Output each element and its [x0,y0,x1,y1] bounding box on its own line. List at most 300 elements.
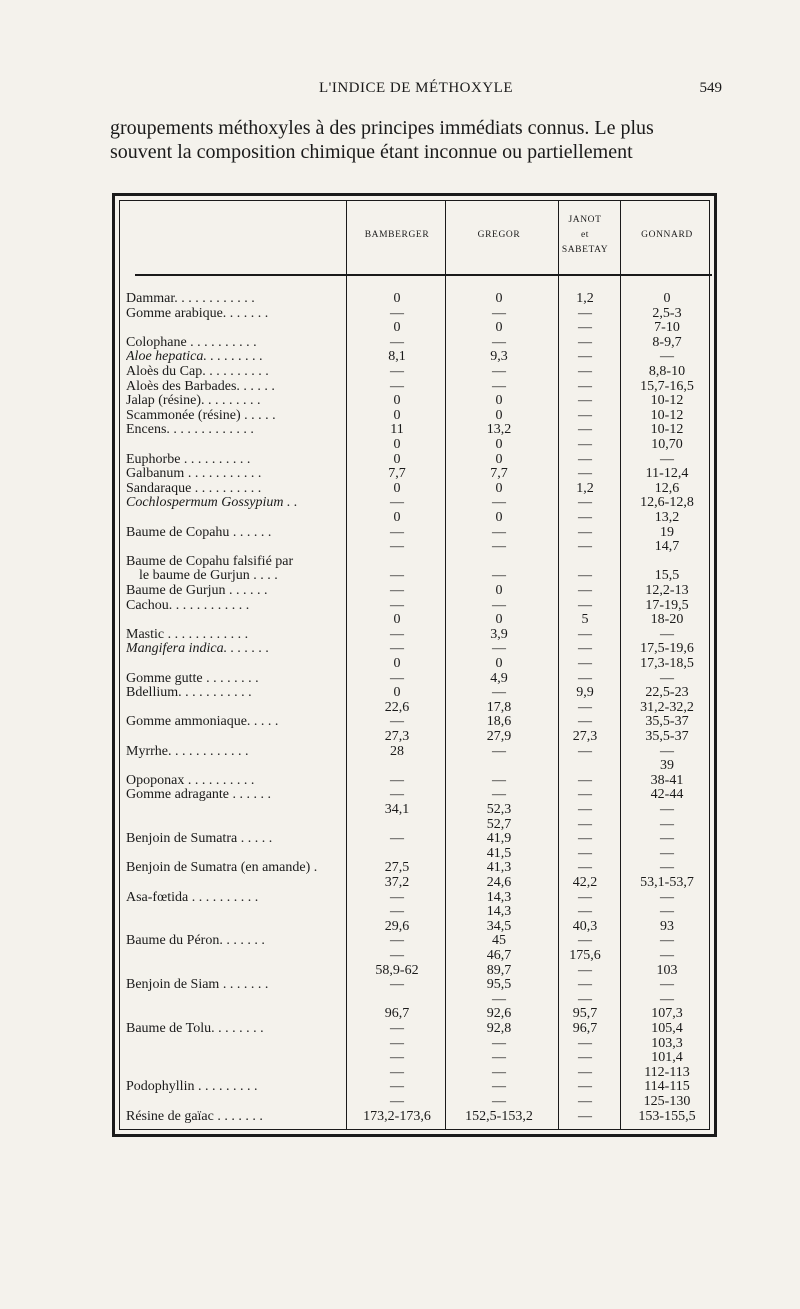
cell-gonnard: — [660,743,674,759]
cell-gregor: 27,9 [486,729,512,744]
row-label: Mangifera indica. . . . . . . [126,642,270,656]
cell-gregor: 0 [495,437,503,452]
table-row [115,336,714,349]
table-row [115,1095,714,1108]
table-row [115,905,714,918]
cell-janot-sabetay: 42,2 [572,875,598,890]
cell-gregor: — [492,597,506,613]
cell-gregor: — [492,1050,506,1066]
row-label: Benjoin de Sumatra . . . . . [126,832,273,846]
cell-gonnard: 42-44 [650,787,684,803]
cell-gregor: 0 [495,393,503,409]
cell-janot-sabetay: 27,3 [572,729,598,744]
cell-gonnard: 7-10 [654,320,680,336]
table-row [115,380,714,393]
cell-janot-sabetay: — [578,699,592,715]
table-row [115,511,714,524]
cell-janot-sabetay: 95,7 [572,1006,598,1022]
cell-gonnard: 114-115 [644,1079,690,1095]
table-row [115,1080,714,1093]
cell-gregor: 41,3 [486,860,512,876]
cell-gregor: 46,7 [486,948,512,963]
row-label: Bdellium. . . . . . . . . . . [126,686,252,700]
cell-gregor: 152,5-153,2 [465,1108,533,1124]
column-header-line: SABETAY [561,245,609,255]
cell-gonnard: 112-113 [644,1064,690,1080]
cell-janot-sabetay: — [578,1094,592,1109]
row-label: Scammonée (résine) . . . . . [126,408,276,422]
cell-gregor: — [492,1035,506,1051]
cell-gregor: 52,7 [486,816,512,832]
cell-janot-sabetay: — [578,466,592,482]
cell-gregor: — [492,568,506,584]
page-number: 549 [699,80,722,96]
cell-janot-sabetay: — [578,539,592,555]
cell-gonnard: — [660,933,674,949]
cell-bamberger: 58,9-62 [375,962,419,978]
cell-gregor: 0 [495,583,503,598]
cell-janot-sabetay: 40,3 [572,918,598,934]
row-label: Mastic . . . . . . . . . . . . [126,627,249,641]
column-header-line: GONNARD [641,230,693,240]
row-label: Cochlospermum Gossypium . . [126,496,298,510]
cell-bamberger: — [390,670,404,686]
table-row [115,920,714,933]
table-row [115,365,714,378]
row-label: Gomme gutte . . . . . . . . [126,671,259,685]
cell-bamberger: 0 [393,612,401,628]
cell-janot-sabetay: — [578,364,592,379]
page-header [110,80,722,102]
column-header-line: JANOT [568,215,602,225]
cell-gonnard: — [660,816,674,832]
cell-gregor: — [492,1094,506,1109]
cell-janot-sabetay: — [578,349,592,365]
cell-bamberger: — [390,305,404,321]
table-row [115,818,714,831]
cell-janot-sabetay: — [578,568,592,584]
table-row [115,292,714,305]
cell-gonnard: 14,7 [654,539,680,555]
cell-gonnard: 17,5-19,6 [640,641,694,657]
cell-janot-sabetay: — [578,845,592,861]
cell-bamberger: — [390,597,404,613]
column-separator [445,200,446,1130]
table-row [115,599,714,612]
cell-gregor: — [492,991,506,1007]
cell-gregor: — [492,685,506,701]
table-row [115,453,714,466]
table-row [115,730,714,743]
intro-paragraph [110,116,722,164]
cell-janot-sabetay: — [578,991,592,1007]
cell-bamberger: — [390,495,404,511]
cell-gregor: 18,6 [486,714,512,730]
table-row [115,628,714,641]
cell-gonnard: 10,70 [651,437,683,452]
row-label: Aloès du Cap. . . . . . . . . . [126,365,269,378]
cell-gonnard: 17,3-18,5 [640,656,694,671]
intro-line-1: groupements méthoxyles à des principes immédiats connus. Le plus [110,117,654,139]
table-row [115,788,714,801]
cell-gregor: — [492,378,506,394]
cell-janot-sabetay: — [578,772,592,788]
row-label: Gomme adragante . . . . . . [126,788,272,802]
cell-gonnard: 103 [656,962,678,978]
table-row [115,1110,714,1123]
cell-gregor: 3,9 [490,626,508,642]
cell-bamberger: 27,5 [384,860,410,876]
cell-gregor: — [492,524,506,540]
table-row [115,759,714,772]
cell-janot-sabetay: — [578,451,592,467]
row-label: Dammar. . . . . . . . . . . . [126,292,255,305]
cell-gonnard: 13,2 [654,510,680,525]
cell-gonnard: 12,6 [654,480,680,496]
cell-bamberger: — [390,524,404,540]
cell-gregor: 34,5 [486,918,512,934]
row-label: Sandaraque . . . . . . . . . . [126,481,262,495]
cell-gonnard: 35,5-37 [645,729,689,744]
cell-janot-sabetay: — [578,407,592,423]
cell-gonnard: 8,8-10 [648,364,686,379]
column-header-line: GREGOR [477,230,521,240]
row-label: Baume de Copahu . . . . . . [126,525,272,539]
row-label: Encens. . . . . . . . . . . . . [126,423,254,437]
cell-gonnard: — [660,889,674,905]
cell-gonnard: — [660,349,674,365]
cell-bamberger: 0 [393,437,401,452]
cell-janot-sabetay: — [578,656,592,671]
cell-gonnard: 107,3 [651,1006,683,1022]
cell-gregor: — [492,743,506,759]
cell-bamberger: — [390,1094,404,1109]
table-row [115,657,714,670]
row-label: Baume du Péron. . . . . . . [126,934,265,948]
column-separator [558,200,559,1130]
table-row [115,423,714,436]
cell-janot-sabetay: — [578,904,592,920]
cell-bamberger: — [390,1079,404,1095]
cell-janot-sabetay: — [578,305,592,321]
cell-bamberger: — [390,583,404,598]
cell-gregor: 4,9 [490,670,508,686]
cell-bamberger: 11 [390,422,404,438]
column-header-bamberger [365,228,430,243]
cell-janot-sabetay: — [578,626,592,642]
cell-bamberger: — [390,1050,404,1066]
table-row [115,686,714,699]
row-label: Aloe hepatica. . . . . . . . . [126,350,263,364]
table-row [115,672,714,685]
running-title: L'INDICE DE MÉTHOXYLE [318,80,513,96]
column-header-janot-sabetay [562,213,608,258]
cell-gonnard: 39 [660,758,674,774]
row-label: Gomme arabique. . . . . . . [126,306,269,320]
cell-gonnard: 15,5 [654,568,680,584]
cell-bamberger: — [390,714,404,730]
cell-bamberger: 0 [393,393,401,409]
cell-bamberger: 0 [393,320,401,336]
cell-bamberger: — [390,904,404,920]
cell-bamberger: — [390,1035,404,1051]
cell-gonnard: 153-155,5 [638,1108,696,1124]
cell-bamberger: 7,7 [388,466,406,482]
row-label: Aloès des Barbades. . . . . . [126,379,275,393]
cell-bamberger: 0 [393,451,401,467]
cell-gonnard: — [660,626,674,642]
cell-gonnard: 10-12 [650,422,684,438]
cell-bamberger: — [390,889,404,905]
row-label: Baume de Tolu. . . . . . . . [126,1022,264,1035]
cell-janot-sabetay: — [578,422,592,438]
cell-janot-sabetay: — [578,743,592,759]
cell-gregor: 45 [492,933,506,949]
table-row [115,394,714,407]
cell-gonnard: — [660,904,674,920]
row-label: Cachou. . . . . . . . . . . . [126,598,250,612]
cell-janot-sabetay: — [578,510,592,525]
table-row [115,1022,714,1035]
cell-gregor: 0 [495,407,503,423]
table-row [115,409,714,422]
cell-bamberger: — [390,539,404,555]
cell-gregor: 52,3 [486,802,512,817]
cell-gregor: 0 [495,656,503,671]
cell-bamberger: 173,2-173,6 [363,1108,431,1124]
cell-janot-sabetay: — [578,787,592,803]
cell-janot-sabetay: 1,2 [576,291,594,306]
table-row [115,993,714,1006]
row-label: Euphorbe . . . . . . . . . . [126,452,251,466]
cell-janot-sabetay: — [578,393,592,409]
cell-gonnard: 10-12 [650,393,684,409]
cell-janot-sabetay: 1,2 [576,480,594,496]
cell-janot-sabetay: — [578,583,592,598]
row-label: Myrrhe. . . . . . . . . . . . [126,744,249,758]
cell-gregor: — [492,539,506,555]
cell-bamberger: — [390,772,404,788]
table-row [115,745,714,758]
cell-gregor: 92,8 [486,1021,512,1036]
cell-bamberger: — [390,364,404,379]
row-label: Baume de Gurjun . . . . . . [126,584,268,597]
methoxyl-table [112,193,717,1137]
cell-bamberger: 37,2 [384,875,410,890]
column-separator [346,200,347,1130]
cell-gonnard: 105,4 [651,1021,683,1036]
cell-bamberger: 27,3 [384,729,410,744]
column-header-line: et [580,230,590,240]
cell-janot-sabetay: — [578,1035,592,1051]
cell-gonnard: 8-9,7 [652,334,682,350]
cell-gregor: 89,7 [486,962,512,978]
table-row [115,861,714,874]
table-row [115,891,714,904]
cell-gregor: 17,8 [486,699,512,715]
cell-gregor: — [492,787,506,803]
cell-bamberger: — [390,641,404,657]
column-header-gonnard [641,228,693,243]
cell-janot-sabetay: — [578,1064,592,1080]
table-row [115,847,714,860]
cell-bamberger: — [390,933,404,949]
table-row [115,555,714,568]
cell-gonnard: 93 [660,918,674,934]
cell-gregor: 14,3 [486,904,512,920]
table-row [115,1051,714,1064]
cell-gregor: — [492,772,506,788]
table-row [115,467,714,480]
cell-janot-sabetay: — [578,714,592,730]
table-row [115,321,714,334]
cell-gonnard: 10-12 [650,407,684,423]
cell-janot-sabetay: — [578,524,592,540]
cell-bamberger: — [390,626,404,642]
table-row [115,774,714,787]
column-header-gregor [478,228,521,243]
cell-gregor: 0 [495,480,503,496]
cell-gregor: — [492,641,506,657]
table-row [115,350,714,363]
cell-bamberger: 0 [393,685,401,701]
cell-gonnard: 12,6-12,8 [640,495,694,511]
table-row [115,1037,714,1050]
cell-bamberger: — [390,948,404,963]
cell-bamberger: — [390,1064,404,1080]
table-row [115,496,714,509]
cell-janot-sabetay: — [578,962,592,978]
cell-gonnard: — [660,451,674,467]
cell-gregor: 14,3 [486,889,512,905]
cell-bamberger: — [390,334,404,350]
cell-janot-sabetay: 175,6 [569,948,601,963]
cell-bamberger: 0 [393,407,401,423]
cell-gregor: — [492,334,506,350]
table-row [115,715,714,728]
cell-gonnard: — [660,860,674,876]
cell-gregor: — [492,305,506,321]
cell-bamberger: — [390,378,404,394]
cell-gregor: 92,6 [486,1006,512,1022]
cell-gregor: — [492,495,506,511]
cell-gonnard: 19 [660,524,674,540]
cell-gonnard: 11-12,4 [645,466,689,482]
cell-janot-sabetay: 96,7 [572,1021,598,1036]
table-row [115,307,714,320]
table-row [115,964,714,977]
cell-janot-sabetay: — [578,641,592,657]
cell-gregor: 41,5 [486,845,512,861]
table-row [115,613,714,626]
row-label: Benjoin de Siam . . . . . . . [126,978,269,992]
cell-janot-sabetay: — [578,1050,592,1066]
cell-gonnard: 101,4 [651,1050,683,1066]
cell-janot-sabetay: — [578,831,592,847]
cell-gonnard: 15,7-16,5 [640,378,694,394]
cell-gonnard: 38-41 [650,772,684,788]
cell-gonnard: — [660,991,674,1007]
cell-janot-sabetay: — [578,597,592,613]
cell-gonnard: 17-19,5 [645,597,689,613]
table-row [115,978,714,991]
cell-bamberger: — [390,831,404,847]
cell-bamberger: 0 [393,510,401,525]
cell-gregor: 0 [495,320,503,336]
cell-bamberger: 29,6 [384,918,410,934]
cell-gonnard: — [660,845,674,861]
table-row [115,701,714,714]
row-label: Jalap (résine). . . . . . . . . [126,394,261,408]
cell-bamberger: 0 [393,656,401,671]
row-label: Opoponax . . . . . . . . . . [126,773,255,787]
table-row [115,642,714,655]
cell-gonnard: 12,2-13 [645,583,689,598]
cell-gregor: 9,3 [490,349,508,365]
cell-janot-sabetay: — [578,670,592,686]
cell-bamberger: 28 [390,743,404,759]
intro-line-2: souvent la composition chimique étant inconnue ou partiellement [110,141,633,163]
cell-gonnard: 125-130 [643,1094,691,1109]
column-header-line: BAMBERGER [364,230,430,240]
table-row [115,584,714,597]
cell-janot-sabetay: — [578,860,592,876]
cell-gregor: — [492,1064,506,1080]
cell-bamberger: 34,1 [384,802,410,817]
column-separator [620,200,621,1130]
table-row [115,569,714,582]
row-label: Asa-fœtida . . . . . . . . . . [126,890,259,904]
table-row [115,438,714,451]
cell-janot-sabetay: — [578,1108,592,1124]
cell-gregor: 0 [495,291,503,306]
cell-bamberger: 96,7 [384,1006,410,1022]
cell-gonnard: — [660,977,674,993]
row-label: Colophane . . . . . . . . . . [126,335,257,349]
cell-janot-sabetay: 5 [581,612,589,628]
cell-gonnard: — [660,948,674,963]
cell-gregor: 95,5 [486,977,512,993]
table-row [115,540,714,553]
table-row [115,876,714,889]
cell-janot-sabetay: — [578,889,592,905]
table-row [115,803,714,816]
cell-gonnard: 35,5-37 [645,714,689,730]
cell-janot-sabetay: — [578,977,592,993]
row-label: Gomme ammoniaque. . . . . [126,715,279,729]
cell-janot-sabetay: — [578,320,592,336]
cell-gonnard: 53,1-53,7 [640,875,694,890]
cell-bamberger: 0 [393,291,401,306]
cell-gregor: 41,9 [486,831,512,847]
cell-gregor: — [492,1079,506,1095]
cell-janot-sabetay: — [578,334,592,350]
cell-janot-sabetay: — [578,1079,592,1095]
cell-bamberger: 8,1 [388,349,406,365]
cell-bamberger: 0 [393,480,401,496]
cell-gregor: 0 [495,510,503,525]
row-label: Benjoin de Sumatra (en amande) . [126,861,318,875]
cell-bamberger: — [390,1021,404,1036]
cell-gonnard: — [660,802,674,817]
cell-gregor: 0 [495,612,503,628]
cell-janot-sabetay: — [578,816,592,832]
table-row [115,832,714,845]
row-label: Galbanum . . . . . . . . . . . [126,467,262,481]
cell-bamberger: 22,6 [384,699,410,715]
cell-gonnard: 2,5-3 [652,305,682,321]
cell-bamberger: — [390,568,404,584]
